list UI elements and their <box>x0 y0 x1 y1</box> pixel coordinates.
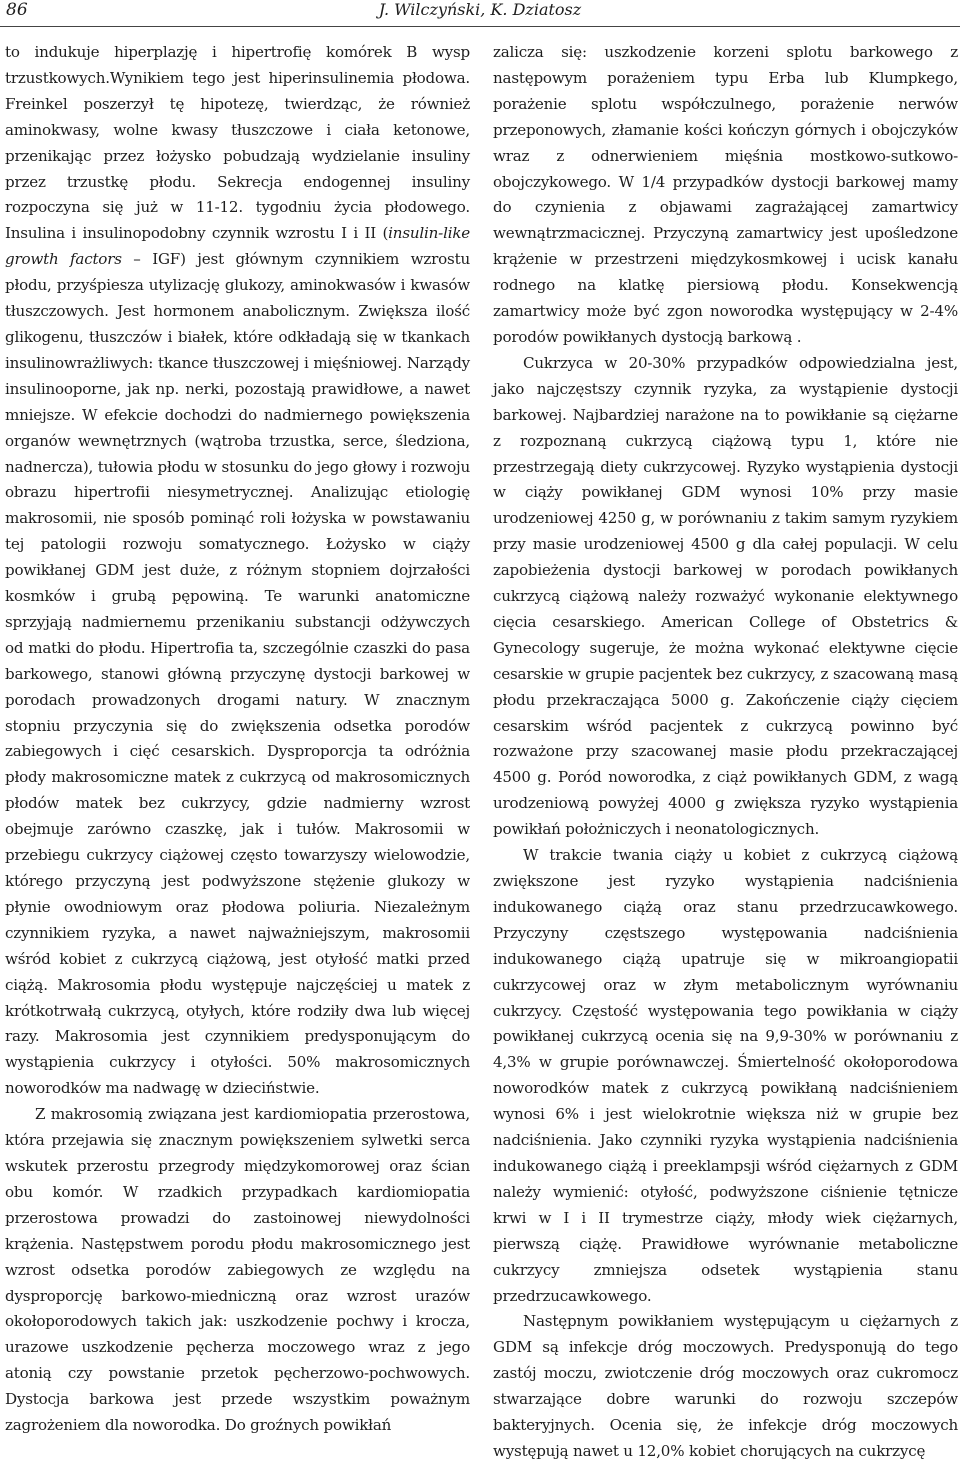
paragraph: W trakcie twania ciąży u kobiet z cukrzycą ciążową zwiększone jest ryzyko wystąpienia nadciśnienia indukowanego ciążą oraz stanu przedrzucawkowego. Przyczyny częstszego występowania nadciśnienia indukowanego ciążą upatruje się w mikroangiopatii cukrzycowej oraz w złym metabolicznym wyrównaniu cukrzycy. Częstość występowania tego powikłania w ciąży powikłanej cukrzycą ocenia się na 9,9-30% w porównaniu z 4,3% w grupie porównawczej. Śmiertelność okołoporodowa noworodków matek z cukrzycą powikłaną nadciśnieniem wynosi 6% i jest wielokrotnie większa niż w grupie bez nadciśnienia. Jako czynniki ryzyka wystąpienia nadciśnienia indukowanego ciążą i preeklampsji wśród ciężarnych z GDM należy wymienić: otyłość, podwyższone ciśnienie tętnicze krwi w I i II trymestrze ciąży, młody wiek ciężarnych, pierwszą ciążę. Prawidłowe wyrównanie metaboliczne cukrzycy zmniejsza odsetek wystąpienia stanu przedrzucawkowego. <box>493 846 958 1305</box>
page-number: 86 <box>6 0 28 20</box>
paragraph: Cukrzyca w 20-30% przypadków odpowiedzialna jest, jako najczęstszy czynnik ryzyka, za wystąpienie dystocji barkowej. Najbardziej narażone na to powikłanie są ciężarne z rozpoznaną cukrzycą ciążową typu 1, które nie przestrzegają diety cukrzycowej. Ryzyko wystąpienia dystocji w ciąży powikłanej GDM wynosi 10% przy masie urodzeniowej 4250 g, w porównaniu z takim samym ryzykiem przy masie urodzeniowej 4500 g dla całej populacji. W celu zapobieżenia dystocji barkowej w porodach powikłanych cukrzycą ciążową należy rozważyć wykonanie elektywnego cięcia cesarskiego. American College of Obstetrics & Gynecology sugeruje, że można wykonać elektywne cięcie cesarskie w grupie pacjentek bez cukrzycy, z szacowaną masą płodu przekraczająca 5000 g. Zakończenie ciąży cięciem cesarskim wśród pacjentek z cukrzycą powinno być rozważone przy szacowanej masie płodu przekraczającej 4500 g. Poród noworodka, z ciąż powikłanych GDM, z wagą urodzeniową powyżej 4000 g zwiększa ryzyko wystąpienia powikłań położniczych i neonatologicznych. <box>493 353 958 839</box>
running-head-authors: J. Wilczyński, K. Dziatosz <box>378 0 582 19</box>
paragraph-text: – IGF) jest głównym czynnikiem wzrostu płodu, przyśpiesza utylizację glukozy, aminokwasów i kwasów tłuszczowych. Jest hormonem anabolicznym. Zwiększa ilość glikogenu, tłuszczów i białek, które odkładają się w tkankach insulinowrażliwych: tkance tłuszczowej i mięśniowej. Narządy insulinooporne, jak np. nerki, pozostają prawidłowe, a nawet mniejsze. W efekcie dochodzi do nadmiernego powiększenia organów wewnętrznych (wątroba trzustka, serce, śledziona, nadnercza), tułowia płodu w stosunku do jego głowy i rozwoju obrazu hipertrofii niesymetrycznej. Analizując etiologię makrosomii, nie sposób pominąć roli łożyska w powstawaniu tej patologii rozwoju somatycznego. Łożysko w ciąży powikłanej GDM jest duże, z różnym stopniem dojrzałości kosmków i grubą pępowiną. Te warunki anatomiczne sprzyjają nadmiernemu przenikaniu substancji odżywczych od matki do płodu. Hipertrofia ta, szczególnie czaszki do pasa barkowego, stanowi główną przyczynę dystocji barkowej w porodach prowadzonych drogami natury. W znacznym stopniu przyczynia się do zwiększenia odsetka porodów zabiegowych i cięć cesarskich. Dysproporcja ta odróżnia płody makrosomiczne matek z cukrzycą od makrosomicznych płodów matek bez cukrzycy, gdzie nadmierny wzrost obejmuje zarówno czaszkę, jak i tułów. Makrosomii w przebiegu cukrzycy ciążowej często towarzyszy wielowodzie, którego przyczyną jest podwyższone stężenie glukozy w płynie owodniowym oraz płodowa poliuria. Niezależnym czynnikiem ryzyka, a nawet najważniejszym, makrosomii wśród kobiet z cukrzycą ciążową, jest otyłość matki przed ciążą. Makrosomia płodu występuje najczęściej u matek z krótkotrwałą cukrzycą, otyłych, które rodziły dwa lub więcej razy. Makrosomia jest czynnikiem predysponującym do wystąpienia cukrzycy i otyłości. 50% makrosomicznych noworodków ma nadwagę w dzieciństwie. <box>5 250 470 1098</box>
paragraph-text: to indukuje hiperplazję i hipertrofię komórek B wysp trzustkowych.Wynikiem tego jest hiperinsulinemia płodowa. Freinkel poszerzył tę hipotezę, twierdząc, że również aminokwasy, wolne kwasy tłuszczowe i ciała ketonowe, przenikając przez łożysko pobudzają wydzielanie insuliny przez trzustkę płodu. Sekrecja endogennej insuliny rozpoczyna się już w 11-12. tygodniu życia płodowego. Insulina i insulinopodobny czynnik wzrostu I i II ( <box>5 43 470 243</box>
paragraph: zalicza się: uszkodzenie korzeni splotu barkowego z następowym porażeniem typu Erba lub Klumpkego, porażenie splotu współczulnego, porażenie nerwów przeponowych, złamanie kości kończyn górnych i obojczyków wraz z odnerwieniem mięśnia mostkowo-sutkowo-obojczykowego. W 1/4 przypadków dystocji barkowej mamy do czynienia z objawami zagrażającej zamartwicy wewnątrzmacicznej. Przyczyną zamartwicy jest upośledzone krążenie w przestrzeni międzykosmkowej i ucisk kanału rodnego na klatkę piersiową płodu. Konsekwencją zamartwicy może być zgon noworodka występujący w 2-4% porodów powikłanych dystocją barkową . <box>493 43 958 346</box>
italic-term: insulin-like growth factors <box>5 224 470 269</box>
paragraph <box>5 40 470 1102</box>
running-head <box>0 0 960 27</box>
paragraph: Z makrosomią związana jest kardiomiopatia przerostowa, która przejawia się znacznym powiększeniem sylwetki serca wskutek przerostu przegrody międzykomorowej oraz ścian obu komór. W rzadkich przypadkach kardiomiopatia przerostowa prowadzi do zastoinowej niewydolności krążenia. Następstwem porodu płodu makrosomicznego jest wzrost odsetka porodów zabiegowych ze względu na dysproporcję barkowo-miedniczną oraz wzrost urazów okołoporodowych takich jak: uszkodzenie pochwy i krocza, urazowe uszkodzenie pęcherza moczowego wraz z jego atonią czy powstanie przetok pęcherzowo-pochwowych. Dystocja barkowa jest przede wszystkim poważnym zagrożeniem dla noworodka. Do groźnych powikłań <box>5 1105 470 1435</box>
left-column <box>5 40 470 1439</box>
right-column <box>493 40 958 1465</box>
paragraph: Następnym powikłaniem występującym u ciężarnych z GDM są infekcje dróg moczowych. Predysponują do tego zastój moczu, zwiotczenie dróg moczowych oraz cukromocz stwarzające dobre warunki do rozwoju szczepów bakteryjnych. Ocenia się, że infekcje dróg moczowych występują nawet u 12,0% kobiet chorujących na cukrzycę <box>493 1312 958 1460</box>
